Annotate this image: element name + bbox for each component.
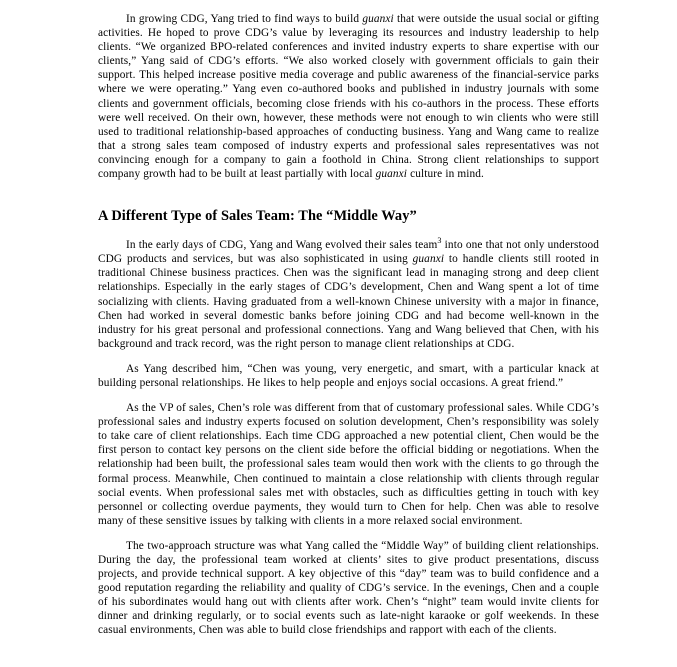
- paragraph-text-segment: In growing CDG, Yang tried to find ways to build: [126, 13, 363, 25]
- paragraph-text-segment: into one that not only understood CDG products and services, but was also sophisticated in using: [98, 239, 599, 266]
- footnote-marker-3: 3: [437, 236, 442, 246]
- paragraph-early-days: [98, 238, 599, 351]
- paragraph-text-segment: In the early days of CDG, Yang and Wang evolved their sales team: [126, 239, 438, 252]
- section-heading-block: [98, 207, 599, 225]
- paragraph-text-segment: to handle clients still rooted in traditional Chinese business practices. Chen was the significant lead in managing strong and deep client relationships. Especially in the early stages of CDG’s development, Chen and Wang spent a lot of time socializing with clients. Having graduated from a well-known Chinese university with a major in finance, Chen had worked in several domestic banks before joining CDG and had become well-known in the industry for his great personal and professional connections. Yang and Wang believed that Chen, with his background and track record, was the right person to manage client relationships at CDG.: [98, 253, 600, 350]
- paragraph-growing-cdg: [98, 12, 599, 181]
- italic-term-guanxi: guanxi: [375, 168, 408, 181]
- italic-term-guanxi: guanxi: [362, 13, 394, 25]
- italic-term-guanxi: guanxi: [412, 253, 445, 266]
- paragraph-yang-described-chen: As Yang described him, “Chen was young, very energetic, and smart, with a particular knack at building personal relationships. He likes to help people and enjoys social occasions. A great friend.”: [98, 362, 599, 389]
- paragraph-text-segment: culture in mind.: [407, 168, 484, 181]
- paragraph-text-segment: that were outside the usual social or gifting activities. He hoped to prove CDG’s value by leveraging its resources and industry leadership to help clients. “We organized BPO-related conferences and invited industry experts to share expertise with our clients,” Yang said of CDG’s efforts. “We also worked closely with government officials to gain their support. This helped increase positive media coverage and public awareness of the financial-service parks where we were operating.” Yang even co-authored books and published in industry journals with some clients and government officials, becoming close friends with his co-authors in the process. These efforts were well received. On their own, however, these methods were not enough to win clients who were still used to traditional relationship-based approaches of conducting business. Yang and Wang came to realize that a strong sales team composed of industry experts and professional sales representatives was not convincing enough for a company to gain a foothold in China. Strong client relationships to support company growth had to be built at least partially with local: [98, 13, 599, 181]
- paragraph-vp-of-sales: As the VP of sales, Chen’s role was different from that of customary professional sales. While CDG’s professional sales and industry experts focused on solution development, Chen’s responsibility was solely to take care of client relationships. Each time CDG approached a new potential client, Chen would be the first person to contact key persons on the client side before the official bidding or negotiations. When the relationship had been built, the professional sales team would then work with the clients to go through the formal process. Meanwhile, Chen continued to maintain a close relationship with clients through regular social events. When professional sales met with obstacles, such as difficulties getting in touch with key personnel or collecting overdue payments, they would turn to Chen for help. Chen was able to resolve many of these sensitive issues by talking with clients in a more relaxed social environment.: [98, 402, 599, 527]
- section-heading-middle-way: A Different Type of Sales Team: The “Middle Way”: [98, 208, 417, 225]
- paragraph-two-approach-structure: The two-approach structure was what Yang called the “Middle Way” of building client relationships. During the day, the professional team worked at clients’ sites to give product presentations, discuss projects, and provide technical support. A key objective of this “day” team was to build confidence and a good reputation regarding the reliability and quality of CDG’s service. In the evenings, Chen and a couple of his subordinates would hang out with clients after work. Chen’s “night” team would invite clients for dinner and drinking regularly, or to social events such as late-night karaoke or golf weekends. In these casual environments, Chen was able to build close friendships and rapport with each of the clients.: [98, 539, 599, 637]
